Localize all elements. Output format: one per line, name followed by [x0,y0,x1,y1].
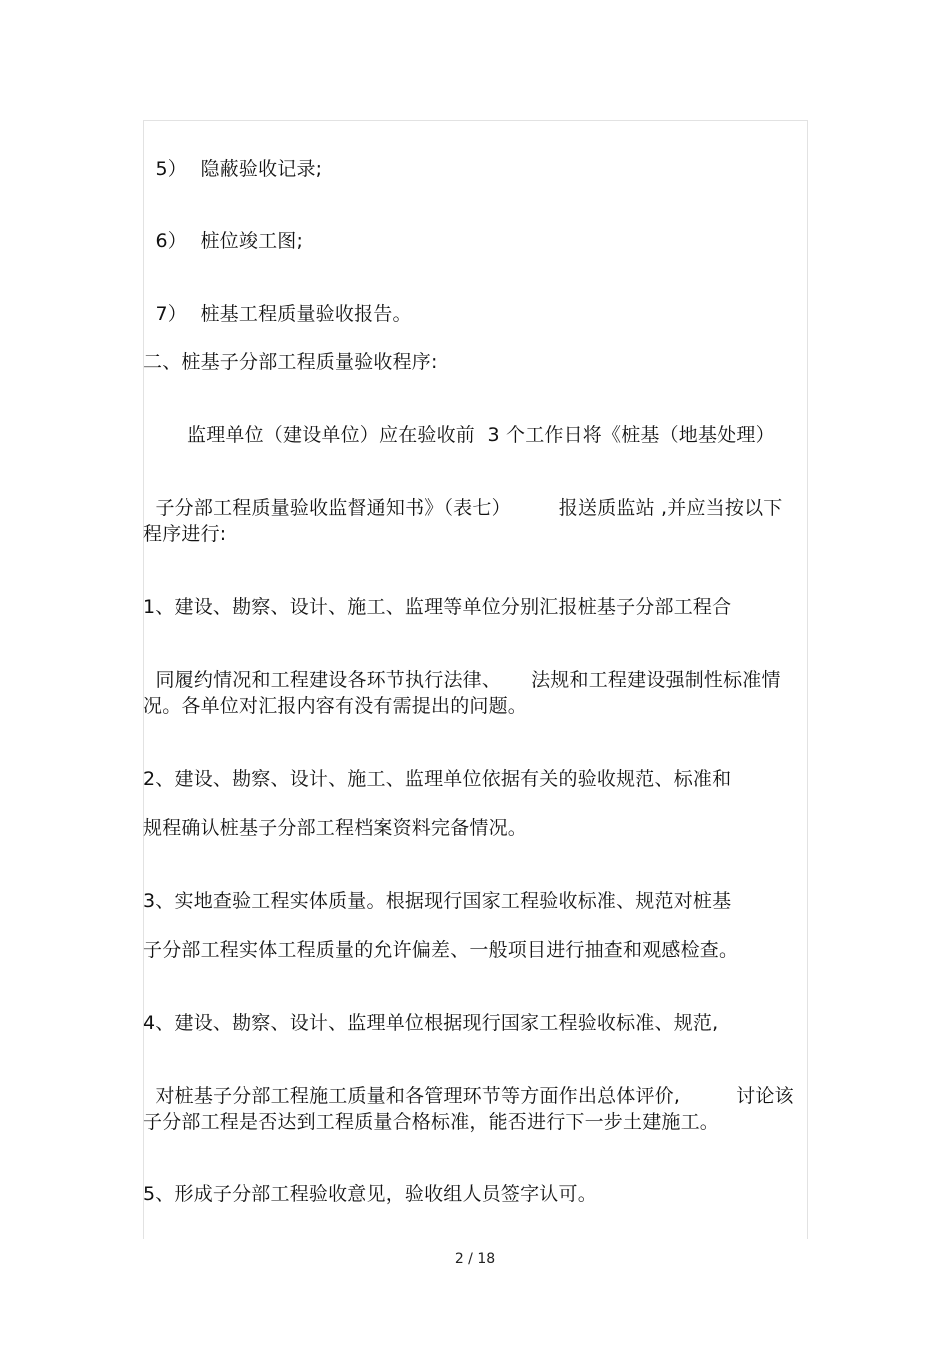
step-1-line-3: 况。各单位对汇报内容有没有需提出的问题。 [143,695,528,717]
step-4-line-3: 子分部工程是否达到工程质量合格标准，能否进行下一步土建施工。 [143,1111,720,1133]
intro-line-2a: 子分部工程质量验收监督通知书》（表七） [155,497,511,519]
step-2-line-1: 2、建设、勘察、设计、施工、监理单位依据有关的验收规范、标准和 [143,768,732,790]
intro-line-3: 程序进行: [143,523,227,545]
intro-line-2b: 报送质监站 ,并应当按以下 [558,497,783,519]
list-item-text: 桩基工程质量验收报告。 [200,303,412,325]
list-item [143,133,322,181]
step-3-line-2: 子分部工程实体工程质量的允许偏差、一般项目进行抽查和观感检查。 [143,939,739,961]
intro-line-1: 监理单位（建设单位）应在验收前 3 个工作日将《桩基（地基处理） [187,424,775,446]
step-2-line-2: 规程确认桩基子分部工程档案资料完备情况。 [143,817,528,839]
list-item-text: 隐蔽验收记录; [200,158,323,180]
step-4-line-2b: 讨论该 [736,1085,794,1107]
step-5-line-1: 5、形成子分部工程验收意见，验收组人员签字认可。 [143,1183,597,1205]
step-4-line-2 [143,1060,794,1108]
step-4-line-2a: 对桩基子分部工程施工质量和各管理环节等方面作出总体评价, [155,1085,681,1107]
step-1-line-2b: 法规和工程建设强制性标准情 [531,669,781,691]
step-1-line-2 [143,644,781,692]
step-3-line-1: 3、实地查验工程实体质量。根据现行国家工程验收标准、规范对桩基 [143,890,732,912]
list-item-text: 桩位竣工图; [200,230,304,252]
step-1-line-1: 1、建设、勘察、设计、施工、监理等单位分别汇报桩基子分部工程合 [143,596,732,618]
page-number: 2 / 18 [454,1251,496,1267]
list-item [143,205,303,253]
list-item-number: 6） [155,230,187,252]
step-1-line-2a: 同履约情况和工程建设各环节执行法律、 [155,669,502,691]
intro-line-2 [143,472,782,520]
list-item-number: 5） [155,158,187,180]
list-item-number: 7） [155,303,187,325]
section-heading: 二、桩基子分部工程质量验收程序: [143,351,438,373]
step-4-line-1: 4、建设、勘察、设计、监理单位根据现行国家工程验收标准、规范, [143,1012,719,1034]
list-item [143,278,412,326]
